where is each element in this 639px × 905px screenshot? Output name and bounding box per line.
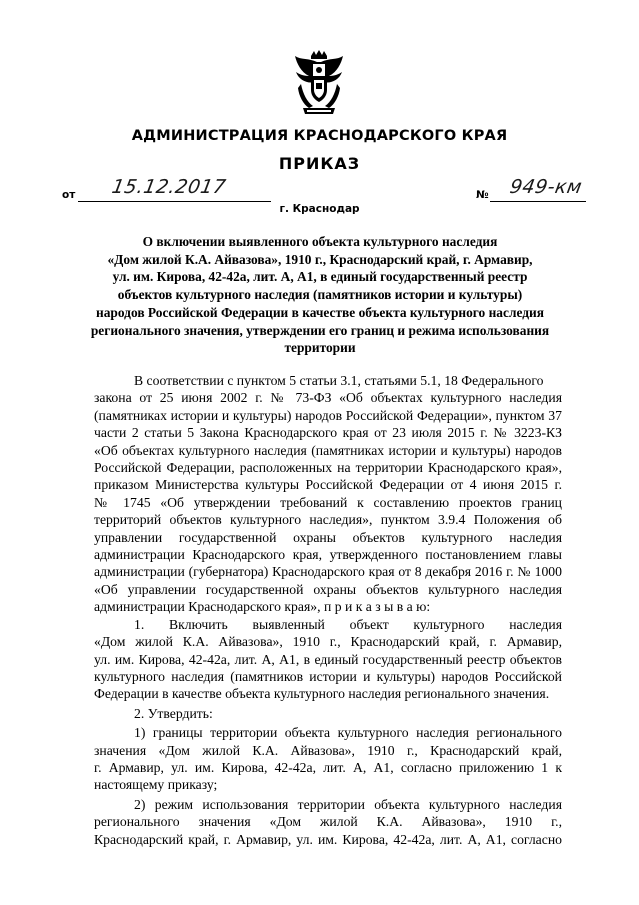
title-line: регионального значения, утверждении его границ и режима использования <box>90 322 550 338</box>
body-line: «Об управлении государственной охраны объектов культурного наследия <box>94 581 562 597</box>
date-underline <box>78 201 271 202</box>
organization-title: АДМИНИСТРАЦИЯ КРАСНОДАРСКОГО КРАЯ <box>131 128 508 144</box>
title-line: «Дом жилой К.А. Айвазова», 1910 г., Краснодарский край, г. Армавир, <box>107 251 533 267</box>
body-line: администрации Краснодарского края, утвержденного постановлением главы <box>94 547 562 563</box>
body-line: Краснодарский край, г. Армавир, ул. им. Кирова, 42-42а, лит. А, А1, согласно <box>94 831 562 847</box>
body-line: Российской Федерации, расположенных на территории Краснодарского края», <box>94 460 562 476</box>
body-line: администрации (губернатора) Краснодарского края от 8 декабря 2016 г. № 1000 <box>94 564 562 580</box>
city-label: г. Краснодар <box>279 203 360 215</box>
body-line: закона от 25 июня 2002 г. № 73-ФЗ «Об объектах культурного наследия <box>94 390 562 406</box>
body-line: № 1745 «Об утверждении требований к составлению проектов границ <box>94 494 562 510</box>
body-line: 1. Включить выявленный объект культурного наследия <box>134 616 562 632</box>
order-body <box>94 372 562 848</box>
body-line: приказом Министерства культуры Российской Федерации от 4 июня 2015 г. <box>94 477 562 493</box>
number-underline <box>490 201 586 202</box>
coat-of-arms-icon <box>293 50 345 116</box>
body-line: администрации Краснодарского края», п р и к а з ы в а ю: <box>94 599 431 615</box>
body-line: 2) режим использования территории объекта культурного наследия <box>134 796 562 812</box>
handwritten-number: 949-км <box>508 176 584 198</box>
body-line: регионального значения «Дом жилой К.А. Айвазова», 1910 г., <box>94 814 562 830</box>
title-line: О включении выявленного объекта культурного наследия <box>142 234 498 249</box>
body-line: значения «Дом жилой К.А. Айвазова», 1910 г., Краснодарский край, <box>94 742 562 758</box>
body-line: г. Армавир, ул. им. Кирова, 42-42а, лит. А, А1, согласно приложению 1 к <box>94 759 562 775</box>
body-line: управлении государственной охраны объектов культурного наследия <box>94 529 562 545</box>
title-line: народов Российской Федерации в качестве объекта культурного наследия <box>96 304 544 320</box>
date-label: от <box>62 189 76 201</box>
handwritten-date: 15.12.2017 <box>110 176 228 198</box>
title-line: ул. им. Кирова, 42-42а, лит. А, А1, в единый государственный реестр <box>112 269 528 285</box>
body-line: «Об объектах культурного наследия (памятниках истории и культуры) народов <box>94 442 562 458</box>
body-line: (памятниках истории и культуры) народов Российской Федерации», пунктом 37 <box>94 407 562 423</box>
order-subject-title <box>70 233 570 357</box>
title-line: объектов культурного наследия (памятников истории и культуры) <box>117 287 523 303</box>
body-line: части 2 статьи 5 Закона Краснодарского края от 23 июля 2015 г. № 3223-КЗ <box>94 425 562 441</box>
body-line: культурного наследия (памятников истории и культуры) народов Российской <box>94 668 562 684</box>
body-line: Федерации в качестве объекта культурного наследия регионального значения. <box>94 686 550 702</box>
number-label: № <box>476 189 489 201</box>
document-type-title: ПРИКАЗ <box>278 154 361 173</box>
body-line: 2. Утвердить: <box>134 705 213 721</box>
body-line: настоящему приказу; <box>94 777 218 793</box>
body-line: «Дом жилой К.А. Айвазова», 1910 г., Краснодарский край, г. Армавир, <box>94 634 562 650</box>
body-line: В соответствии с пунктом 5 статьи 3.1, статьями 5.1, 18 Федерального <box>134 373 544 388</box>
body-line: 1) границы территории объекта культурного наследия регионального <box>134 725 562 741</box>
body-line: территорий объектов культурного наследия», пунктом 3.9.4 Положения об <box>94 512 562 528</box>
title-line: территории <box>284 340 356 356</box>
body-line: ул. им. Кирова, 42-42а, лит. А, А1, в единый государственный реестр объектов <box>94 651 562 667</box>
